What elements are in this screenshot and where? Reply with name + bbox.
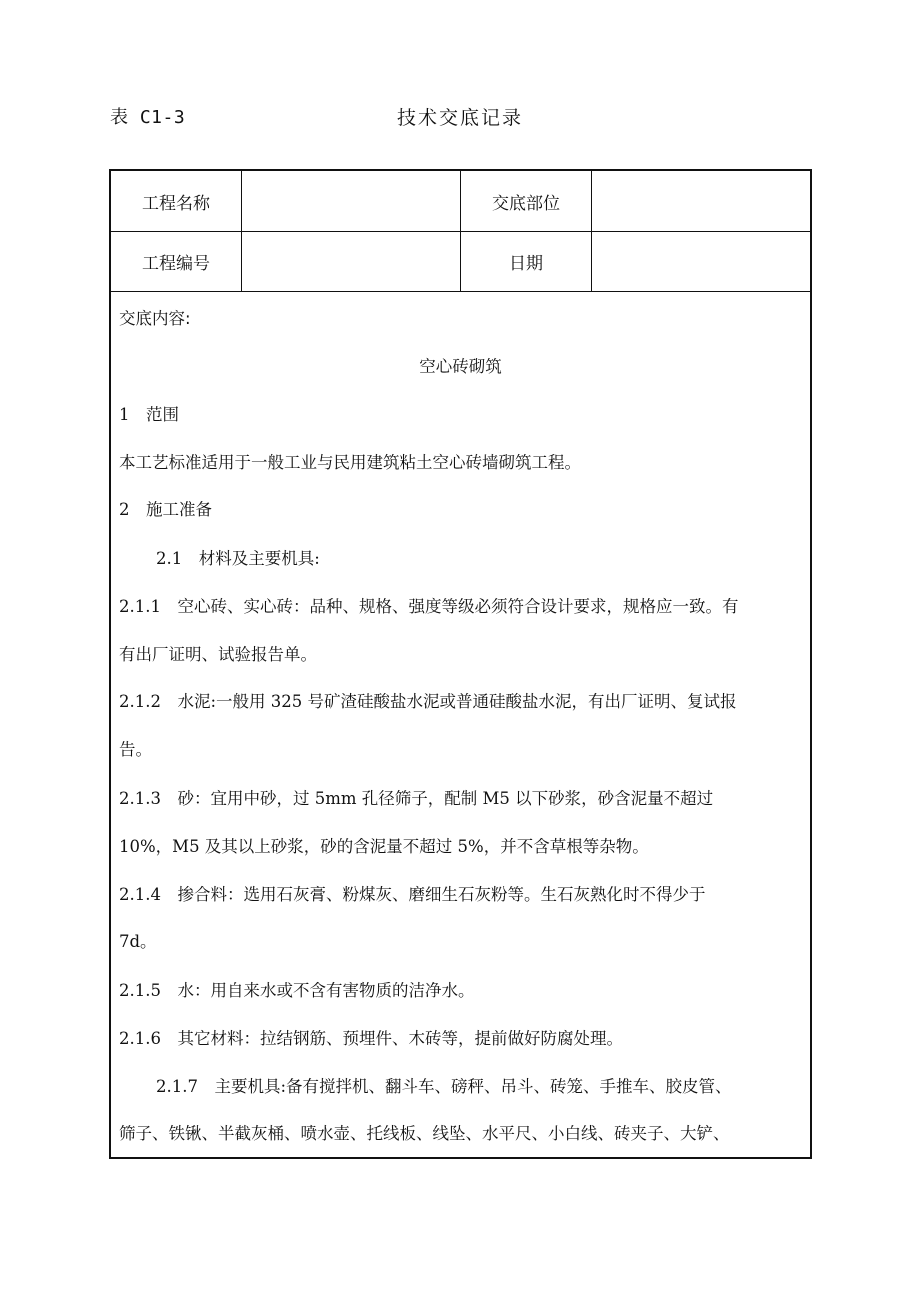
content-heading: 空心砖砌筑: [419, 357, 502, 376]
content-line: 2.1.2 水泥:一般用 325 号矿渣硅酸盐水泥或普通硅酸盐水泥，有出厂证明、复试报: [119, 692, 737, 711]
content-line: 2.1.6 其它材料：拉结钢筋、预埋件、木砖等，提前做好防腐处理。: [119, 1029, 623, 1048]
document-title: 技术交底记录: [396, 107, 523, 129]
date-field[interactable]: [592, 231, 810, 291]
content-line: 7d。: [119, 932, 157, 951]
content-line: 本工艺标准适用于一般工业与民用建筑粘土空心砖墙砌筑工程。: [119, 453, 581, 472]
project-number-field[interactable]: [242, 231, 461, 291]
content-line: 2.1.3 砂：宜用中砂，过 5mm 孔径筛子，配制 M5 以下砂浆，砂含泥量不超过: [119, 789, 714, 808]
disclosure-record-form: [109, 169, 812, 1159]
content-line: 2.1.1 空心砖、实心砖：品种、规格、强度等级必须符合设计要求，规格应一致。有: [119, 597, 739, 616]
content-line: 告。: [119, 740, 152, 759]
content-line: 2.1.4 掺合料：选用石灰膏、粉煤灰、磨细生石灰粉等。生石灰熟化时不得少于: [119, 885, 706, 904]
content-line: 筛子、铁锹、半截灰桶、喷水壶、托线板、线坠、水平尺、小白线、砖夹子、大铲、: [119, 1124, 730, 1143]
project-name-label: 工程名称: [111, 171, 242, 231]
form-code: 表 C1-3: [110, 107, 186, 128]
disclosure-part-field[interactable]: [592, 171, 810, 231]
content-line: 2.1 材料及主要机具:: [156, 549, 320, 568]
project-name-field[interactable]: [242, 171, 461, 231]
content-line: 1 范围: [119, 405, 179, 424]
header-row-1: [111, 171, 810, 232]
disclosure-part-label: 交底部位: [461, 171, 592, 231]
content-line: 2.1.5 水：用自来水或不含有害物质的洁净水。: [119, 981, 475, 1000]
project-number-label: 工程编号: [111, 231, 242, 291]
content-line: 2.1.7 主要机具:备有搅拌机、翻斗车、磅秤、吊斗、砖笼、手推车、胶皮管、: [156, 1077, 732, 1096]
content-line: 2 施工准备: [119, 500, 212, 519]
header-row-2: [111, 231, 810, 292]
content-label: 交底内容:: [119, 309, 191, 328]
content-line: 10%，M5 及其以上砂浆，砂的含泥量不超过 5%，并不含草根等杂物。: [119, 837, 649, 856]
date-label: 日期: [461, 231, 592, 291]
content-line: 有出厂证明、试验报告单。: [119, 645, 317, 664]
